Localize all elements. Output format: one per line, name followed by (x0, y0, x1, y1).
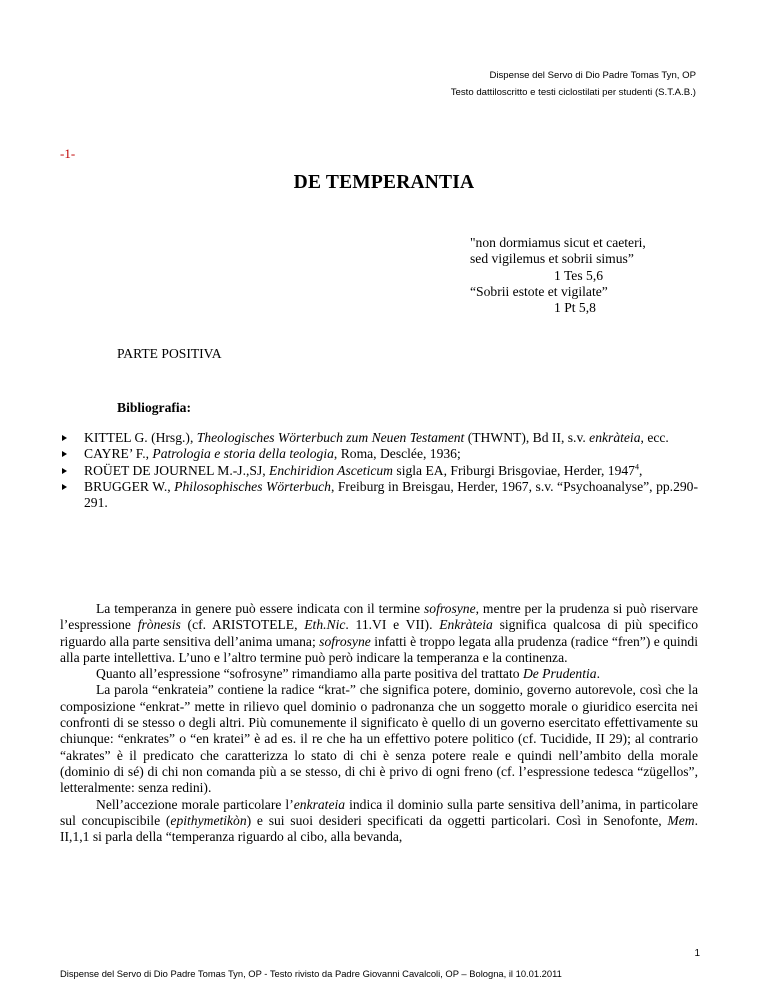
bibliography-list (60, 430, 698, 511)
bibliography-entry: KITTEL G. (Hrsg.), Theologisches Wörterbuch zum Neuen Testament (THWNT), Bd II, s.v. enkràteia, ecc. (60, 430, 698, 446)
bibliography-entry: CAYRE’ F., Patrologia e storia della teologia, Roma, Desclée, 1936; (60, 446, 698, 462)
bibliography-label: Bibliografia: (117, 400, 192, 415)
document-title: DE TEMPERANTIA (293, 172, 475, 193)
header-line-2: Testo dattiloscritto e testi ciclostilati per studenti (S.T.A.B.) (450, 86, 696, 98)
epigraph-line-1: "non dormiamus sicut et caeteri, (470, 235, 646, 250)
page-footer: Dispense del Servo di Dio Padre Tomas Tyn, OP - Testo rivisto da Padre Giovanni Cavalcoli, OP – Bologna, il 10.01.2011 (60, 968, 562, 979)
header-line-1: Dispense del Servo di Dio Padre Tomas Tyn, OP (489, 70, 696, 81)
paragraph-4: Nell’accezione morale particolare l’enkrateia indica il dominio sulla parte sensitiva dell’anima, in particolare sul concupiscibile (epithymetikòn) e sui suoi desideri specificati da oggetti particolari. Così in Senofonte, Mem. II,1,1 si parla della “temperanza riguardo al cibo, alla bevanda, (60, 796, 698, 845)
paragraph-2: Quanto all’espressione “sofrosyne” rimandiamo alla parte positiva del trattato De Prudentia. (96, 666, 600, 682)
body-text (60, 601, 698, 845)
paragraph-1: La temperanza in genere può essere indicata con il termine sofrosyne, mentre per la prudenza si può riservare l’espressione frònesis (cf. ARISTOTELE, Eth.Nic. 11.VI e VII). Enkràteia significa qualcosa di più specifico riguardo alla parte sensitiva dell’anima umana; sofrosyne infatti è troppo legata alla prudenza (radice “fren”) e quindi alla parte intellettiva. L’uno e l’altro termine può però indicare la temperanza e la continenza. (60, 601, 698, 665)
page-header (451, 68, 696, 102)
paragraph-3: La parola “enkrateia” contiene la radice “krat-” che significa potere, dominio, governo autorevole, così che la composizione “enkrat-” mette in rilievo quel dominio o padronanza che un soggetto morale o giuridico esercita nei confronti di se stesso o degli altri. Più comunemente il significato è quello di un governo esercitato effettivamente su chiunque: “enkrates” o “en kratei” è ad es. il re che ha un effettivo potere politico (cf. Tucidide, II 29); al contrario “akrates” è il predicato che caratterizza lo stato di chi è senza potere reale e quindi nell’ambito della morale (dominio di sé) di chi non comanda più a se stesso, di chi è privo di ogni freno (cf. l’espressione tedesca “zügellos”, letteralmente: senza redini). (60, 682, 698, 796)
folio-number: 1 (694, 948, 700, 959)
section-label: PARTE POSITIVA (117, 346, 222, 361)
epigraph-ref-1: 1 Tes 5,6 (554, 267, 604, 283)
page-number: -1- (60, 146, 76, 161)
epigraph-line-3: “Sobrii estote et vigilate” (470, 283, 608, 299)
bibliography-entry: BRUGGER W., Philosophisches Wörterbuch, Freiburg in Breisgau, Herder, 1967, s.v. “Psychoanalyse”, pp.290-291. (60, 479, 698, 512)
epigraph-line-2: sed vigilemus et sobrii simus” (470, 251, 634, 267)
bibliography-entry: ROÜET DE JOURNEL M.-J.,SJ, Enchiridion Asceticum sigla EA, Friburgi Brisgoviae, Herder, 1947$^4$, (60, 463, 698, 479)
epigraph-ref-2: 1 Pt 5,8 (554, 300, 596, 316)
epigraph (470, 235, 646, 316)
